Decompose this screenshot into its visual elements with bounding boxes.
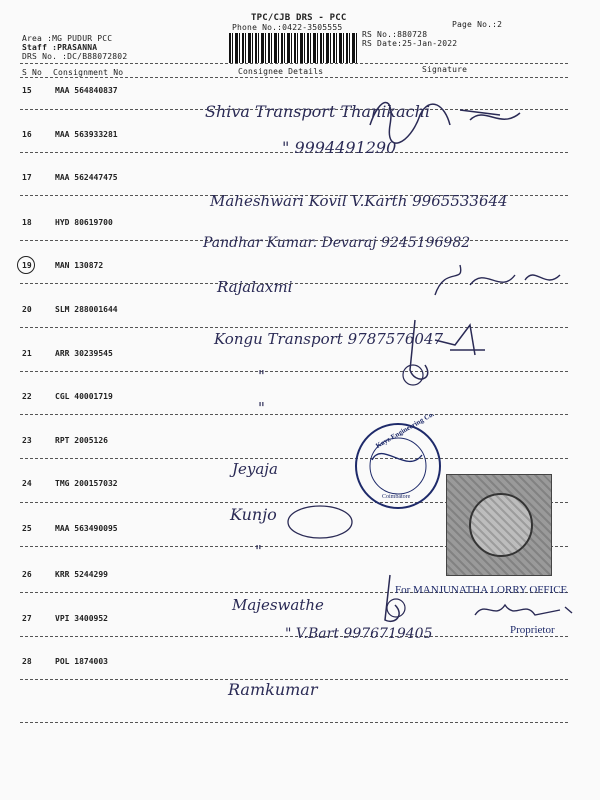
row-consignment: KRR 5244299 — [55, 570, 108, 579]
row-sno: 16 — [22, 130, 32, 139]
phone-number: Phone No.:0422-3505555 — [232, 23, 343, 32]
row-consignment: POL 1874003 — [55, 657, 108, 666]
barcode-image — [229, 33, 357, 63]
column-consignee: Consignee Details — [238, 67, 324, 76]
engineering-seal-city: Coimbatore — [382, 494, 411, 500]
row-divider — [20, 722, 568, 723]
row-consignment: HYD 80619700 — [55, 218, 113, 227]
column-signature: Signature — [422, 65, 468, 74]
row-divider — [20, 458, 568, 459]
handwritten-consignee: Kongu Transport 9787576047 — [214, 330, 444, 348]
handwritten-consignee: Majeswathe — [232, 596, 324, 614]
row-sno: 20 — [22, 305, 32, 314]
row-sno: 24 — [22, 479, 32, 488]
row-sno: 28 — [22, 657, 32, 666]
row-consignment: MAA 563933281 — [55, 130, 118, 139]
proprietor-label: Proprietor — [510, 624, 555, 636]
row-divider — [20, 414, 568, 415]
row-consignment: MAA 564840837 — [55, 86, 118, 95]
stamp-texture — [447, 475, 551, 575]
row-sno: 26 — [22, 570, 32, 579]
handwritten-consignee: Rajalaxmi — [217, 278, 293, 296]
row-consignment: MAA 563490095 — [55, 524, 118, 533]
row-consignment: CGL 40001719 — [55, 392, 113, 401]
header-divider — [20, 63, 568, 64]
row-consignment: VPI 3400952 — [55, 614, 108, 623]
handwritten-consignee: " 9994491290 — [282, 138, 397, 157]
column-sno: S No — [22, 68, 43, 77]
row-consignment: RPT 2005126 — [55, 436, 108, 445]
handwritten-consignee: " — [258, 367, 265, 385]
handwritten-consignee: " — [255, 542, 262, 560]
row-sno: 27 — [22, 614, 32, 623]
row-sno: 19 — [22, 261, 32, 270]
signature-scribble — [360, 570, 420, 630]
row-sno: 18 — [22, 218, 32, 227]
row-sno: 17 — [22, 173, 32, 182]
row-consignment: ARR 30239545 — [55, 349, 113, 358]
handwritten-consignee: Kunjo — [230, 505, 277, 524]
sheet-title: TPC/CJB DRS - PCC — [251, 13, 347, 23]
column-divider — [20, 77, 568, 78]
office-stamp — [446, 474, 552, 576]
engineering-seal-name: Kayz Engineering Co. — [374, 410, 436, 450]
column-consignment: Consignment No — [53, 68, 124, 77]
signature-scribble — [470, 595, 580, 625]
handwritten-consignee: Maheshwari Kovil V.Karth 9965533644 — [210, 192, 508, 210]
handwritten-consignee: Jeyaja — [232, 460, 278, 478]
handwritten-consignee: Pandhar Kumar. Devaraj 9245196982 — [203, 235, 471, 251]
area-label: Area :MG PUDUR PCC — [22, 34, 113, 43]
handwritten-consignee: Ramkumar — [228, 680, 318, 699]
signature-scribble — [280, 500, 360, 550]
lorry-office-stamp: For MANJUNATHA LORRY OFFICE — [395, 584, 568, 596]
row-sno: 23 — [22, 436, 32, 445]
row-sno: 21 — [22, 349, 32, 358]
rs-number: RS No.:880728 — [362, 30, 428, 39]
rs-date: RS Date:25-Jan-2022 — [362, 39, 458, 48]
page-number: Page No.:2 — [452, 20, 503, 29]
handwritten-consignee: " V.Bart 9976719405 — [285, 626, 433, 642]
staff-label: Staff :PRASANNA — [22, 43, 98, 52]
signature-scribble — [350, 85, 550, 155]
row-sno: 25 — [22, 524, 32, 533]
row-consignment: SLM 288001644 — [55, 305, 118, 314]
row-consignment: TMG 200157032 — [55, 479, 118, 488]
signature-scribble — [395, 310, 515, 390]
signature-scribble — [425, 255, 575, 305]
row-sno: 15 — [22, 86, 32, 95]
row-consignment: MAN 130872 — [55, 261, 104, 270]
drs-number: DRS No. :DC/B88072802 — [22, 52, 128, 61]
row-consignment: MAA 562447475 — [55, 173, 118, 182]
row-sno: 22 — [22, 392, 32, 401]
handwritten-consignee: Shiva Transport Thanikachi — [205, 102, 431, 121]
handwritten-consignee: " — [258, 399, 265, 417]
